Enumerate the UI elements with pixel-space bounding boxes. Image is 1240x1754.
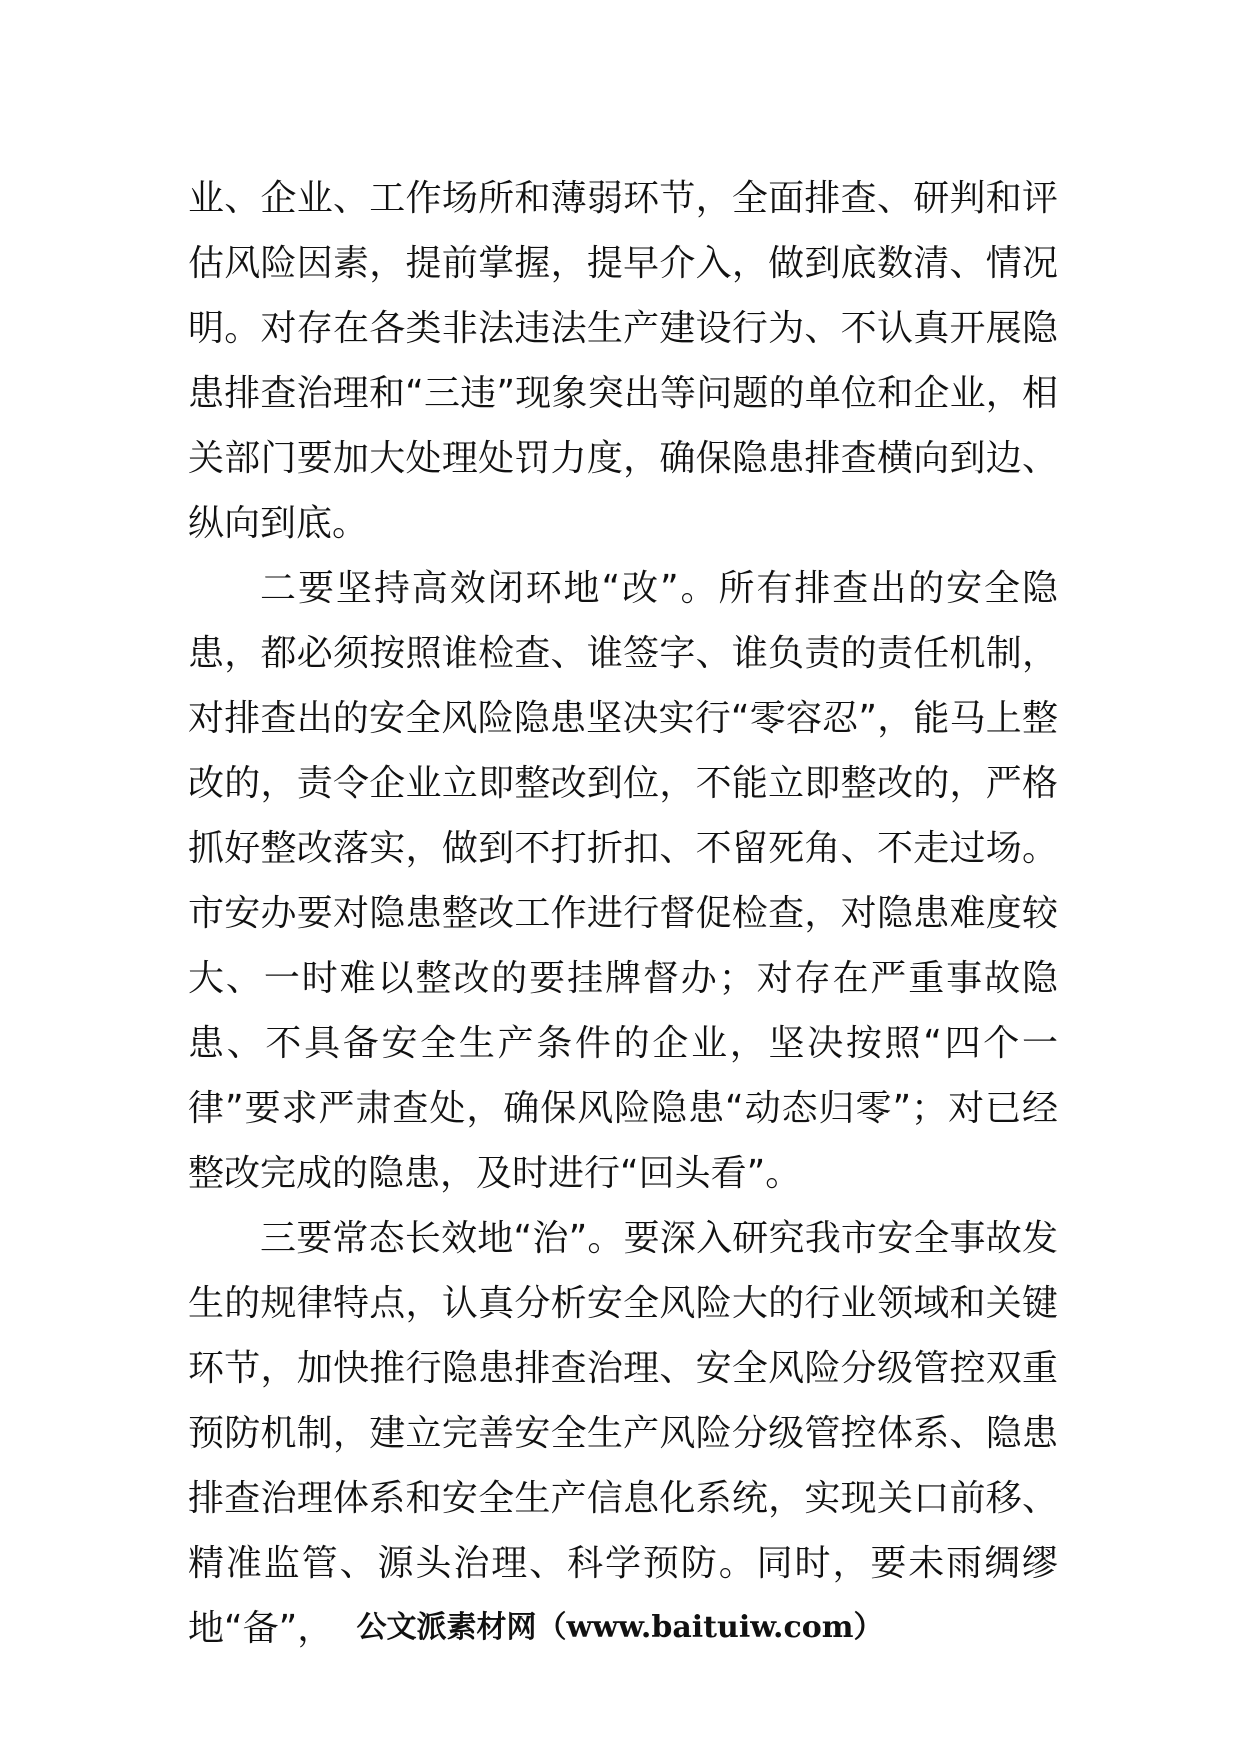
document-body bbox=[188, 166, 1058, 1661]
paragraph-zhi: 三要常态长效地“治”。要深入研究我市安全事故发生的规律特点，认真分析安全风险大的行业领域和关键环节，加快推行隐患排查治理、安全风险分级管控双重预防机制，建立完善安全生产风险分级管控体系、隐患排查治理体系和安全生产信息化系统，实现关口前移、精准监管、源头治理、科学预防。同时，要未雨绸缪地“备”， bbox=[188, 1218, 1058, 1649]
footer-watermark: 公文派素材网（www.baituiw.com） bbox=[356, 1610, 884, 1645]
paragraph-continuation: 业、企业、工作场所和薄弱环节，全面排查、研判和评估风险因素，提前掌握，提早介入，做到底数清、情况明。对存在各类非法违法生产建设行为、不认真开展隐患排查治理和“三违”现象突出等问题的单位和企业，相关部门要加大处理处罚力度，确保隐患排查横向到边、纵向到底。 bbox=[188, 178, 1058, 544]
paragraph-gai: 二要坚持高效闭环地“改”。所有排查出的安全隐患，都必须按照谁检查、谁签字、谁负责的责任机制，对排查出的安全风险隐患坚决实行“零容忍”，能马上整改的，责令企业立即整改到位，不能立即整改的，严格抓好整改落实，做到不打折扣、不留死角、不走过场。市安办要对隐患整改工作进行督促检查，对隐患难度较大、一时难以整改的要挂牌督办；对存在严重事故隐患、不具备安全生产条件的企业，坚决按照“四个一律”要求严肃查处，确保风险隐患“动态归零”；对已经整改完成的隐患，及时进行“回头看”。 bbox=[188, 568, 1058, 1194]
